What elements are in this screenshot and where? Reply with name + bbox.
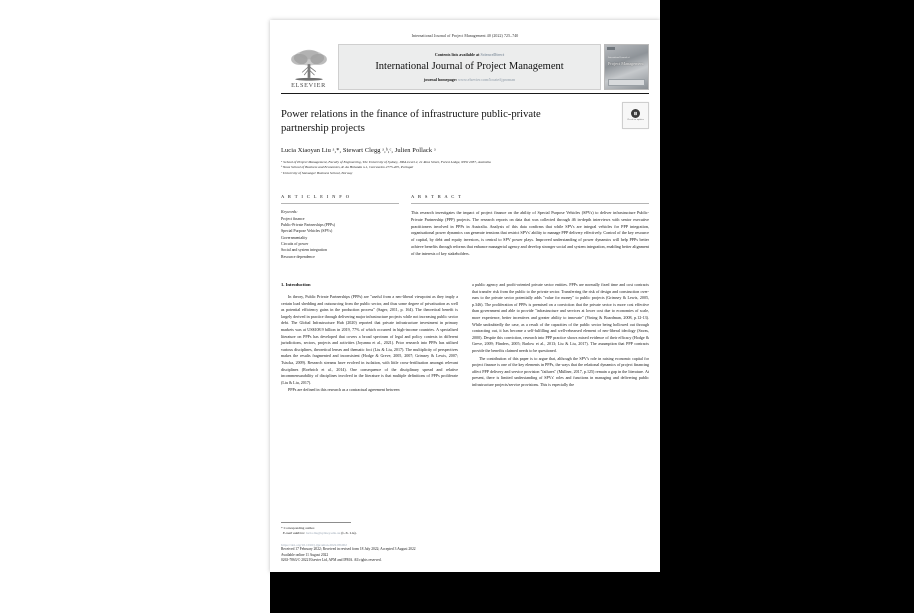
elsevier-wordmark: ELSEVIER <box>291 82 326 89</box>
body-paragraph: PPPs are defined in this research as a contractual agreement between <box>288 387 400 393</box>
doi-link[interactable]: https://doi.org/10.1016/j.ijproman.2022.08.002 <box>281 542 347 547</box>
body-column-left <box>281 282 458 395</box>
cover-title: Project Management <box>608 61 644 66</box>
abstract-column <box>411 194 649 260</box>
check-for-updates-label: Check for updates <box>627 119 644 122</box>
abstract-heading: A B S T R A C T <box>411 194 463 200</box>
footnote-divider <box>281 522 351 523</box>
email-author: (L.X. Liu). <box>341 531 357 536</box>
publication-dates: Received 17 February 2022; Received in revised form 18 July 2022; Accepted 3 August 2022 <box>281 546 416 551</box>
keyword-item: Governmentality <box>281 235 308 240</box>
viewer-background-right <box>660 0 914 613</box>
article-info-column <box>281 194 399 260</box>
copyright-line: 0263-7863/© 2022 Elsevier Ltd, APM and IPMA. All rights reserved. <box>281 558 382 563</box>
homepage-prefix: journal homepage: <box>423 77 459 82</box>
affiliation-item: ᵇ Nova School of Business and Economics, R. da Holanda n.1, Carcavelos 2775-405, Portugal <box>281 165 414 170</box>
journal-masthead <box>281 44 649 94</box>
keyword-item: Social and system integration <box>281 248 327 253</box>
article-info-abstract-section <box>281 194 649 260</box>
crossmark-icon <box>631 109 640 118</box>
journal-band <box>338 44 601 90</box>
cover-footer-band <box>608 79 645 86</box>
paper-page[interactable] <box>270 20 660 572</box>
affiliation-list <box>281 160 649 176</box>
email-label: E-mail address: <box>282 531 306 536</box>
sciencedirect-link[interactable]: ScienceDirect <box>480 52 505 57</box>
check-for-updates-badge[interactable] <box>622 102 649 129</box>
article-title-block <box>281 108 649 176</box>
running-head: International Journal of Project Management 40 (2022) 725–740 <box>411 34 519 38</box>
email-note <box>281 531 649 537</box>
body-paragraph: a public agency and profit-oriented private sector entities. PPPs are normally fixed time and cost contracts that transfer risk from the public to the private sector. Transferring the risk of design and construction over-runs to the private sector potentially adds "value for money" to public projects (Grimsey & Lewis, 2005, p.346). The proliferation of PPPs is premised on a conviction that the private sector is more cost effective than government and able to provide "infrastructure and services at lower cost due to economies of scale, more experience, better incentives and greater ability to innovate" (Vining & Boardman, 2008, p.12-13). While undoubtedly the case, as a result of the capacities of the public sector being hollowed out through contracting out, it has become a self-fulfilling and well-rehearsed element of neo-liberal ideology (Savas, 2000). Despite this conviction, research into PPP practice shows mixed evidence of their efficacy (Hodge & Greve, 2009; Flinders, 2005; Barlow et al., 2013; Liu & Liu, 2017). The assumption that PPP contracts provide the benefits claimed needs to be questioned. <box>472 282 649 353</box>
contents-prefix: Contents lists available at <box>434 52 481 57</box>
abstract-divider <box>411 203 649 204</box>
body-paragraph: The contribution of this paper is to argue that, although the SPV's role in raising economic capital for project finance is one of the key elements in PPPs, the ways that the relational dynamics of project financing affect PPP delivery and service provision "failures" (Müllner, 2017, p.125) remain a gap in the literature. At present, there is limited understanding of SPVs' roles and functions in managing and delivering public infrastructure projects/service provisions. This is especially the <box>472 355 649 387</box>
keyword-item: Resource dependence <box>281 254 315 259</box>
cover-accent-bar <box>607 47 615 50</box>
keyword-item: Project finance <box>281 216 305 221</box>
email-link[interactable]: lucia.liu@sydney.edu.au <box>305 531 341 536</box>
abstract-text: This research investigates the impact of project finance on the ability of Special Purpose Vehicles (SPVs) to deliver infrastructure Public-Private Partnership (PPP) projects. The research reports on data that was collected through 46 in-depth interviews with senior executive practitioners involved in PPPs in Australia. Analysis of this data confirms that while SPVs are integral vehicles for PPP integration, organisational power dynamics can generate tensions that restrict SPVs' ability to manage PPP delivery effectively. Control of the key resource of capital, by debt and equity investors, is central to SPV power plays. Improved understanding of power dynamics will help PPPs better achieve benefits through reforms that enhance managerial agency and develop stronger social and system integration, enabling better alignment of the interests of key stakeholders. <box>411 210 649 256</box>
body-column-right <box>472 282 649 395</box>
keyword-item: Special Purpose Vehicles (SPVs) <box>281 229 333 234</box>
viewer-left-margin <box>0 0 270 613</box>
journal-homepage-line <box>424 77 515 82</box>
elsevier-tree-icon <box>288 49 330 82</box>
journal-title: International Journal of Project Management <box>375 61 564 72</box>
body-paragraph: In theory, Public Private Partnerships (PPPs) are "useful from a neo-liberal viewpoint as they imply a certain load shedding and outsourcing from the public sector, and thus some degree of privatisation as well as potential efficiency gains in the production process" (Sager, 2011, p. 164). The theoretical benefit is largely derived in practice through delivering major infrastructure projects while not increasing public sector debt. The Global Infrastructure Hub (2020) reported that private infrastructure investment in primary markets was at US$108.9 billion in 2019, 77% of which occurred in high-income countries. A specialised literature on PPPs has developed that covers a broad spectrum of legal and policy contexts in different jurisdictions, sectors, projects and activities (Joyanna et al., 2021). Prior research into PPPs has utilised various disciplines, theoretical lenses and thematic foci (Liu & Liu, 2017). The multiplicity of perspectives makes the results fragmented and inconsistent (Hodge & Greve, 2005, 2007; Grimsey & Lewis, 2007; Tsiscka, 2009). Research streams have evolved in isolation, with little cross-fertilisation amongst relevant disciplines (Roehrich et al., 2014). One consequence of the disciplinary spread and relative incommensurability of disciplines involved in the literature is that multiple definitions of PPPs proliferate (Liu & Liu, 2017). <box>281 294 458 385</box>
cover-eyebrow: International Journal of <box>608 57 630 59</box>
affiliation-item: ᶜ University of Stavanger Business School, Norway <box>281 170 353 175</box>
book-glyph-icon <box>633 111 638 116</box>
elsevier-logo <box>281 44 336 90</box>
section-heading-introduction: 1. Introduction <box>281 282 311 287</box>
affiliation-item: ᵃ School of Project Management, Faculty of Engineering, The University of Sydney, J06A Level 2, 21 Ross Street, Forest Lodge, NSW 2037, Australia <box>281 159 491 164</box>
keyword-item: Circuits of power <box>281 242 309 247</box>
journal-cover-thumbnail <box>604 44 649 90</box>
page-title: Power relations in the finance of infrastructure public-private partnership projects <box>281 109 541 134</box>
homepage-url-link[interactable]: www.elsevier.com/locate/ijproman <box>458 77 516 82</box>
article-info-divider <box>281 203 399 204</box>
available-online: Available online 11 August 2022 <box>281 552 329 557</box>
viewer-top-margin <box>270 0 660 20</box>
body-text-section <box>281 282 649 395</box>
keyword-item: Public-Private Partnerships (PPPs) <box>281 223 336 228</box>
viewer-background-bottom <box>270 572 660 613</box>
page-footer <box>281 522 649 564</box>
corresponding-author-note: * Corresponding author. <box>281 525 315 530</box>
article-info-heading: A R T I C L E I N F O <box>281 194 351 200</box>
contents-lists-line <box>435 52 505 57</box>
keywords-label: Keywords: <box>281 210 298 215</box>
author-list: Lucia Xiaoyan Liu ᵃ,*, Stewart Clegg ᵃ,ᵇ,ᶜ, Julien Pollack ᵃ <box>281 146 436 154</box>
